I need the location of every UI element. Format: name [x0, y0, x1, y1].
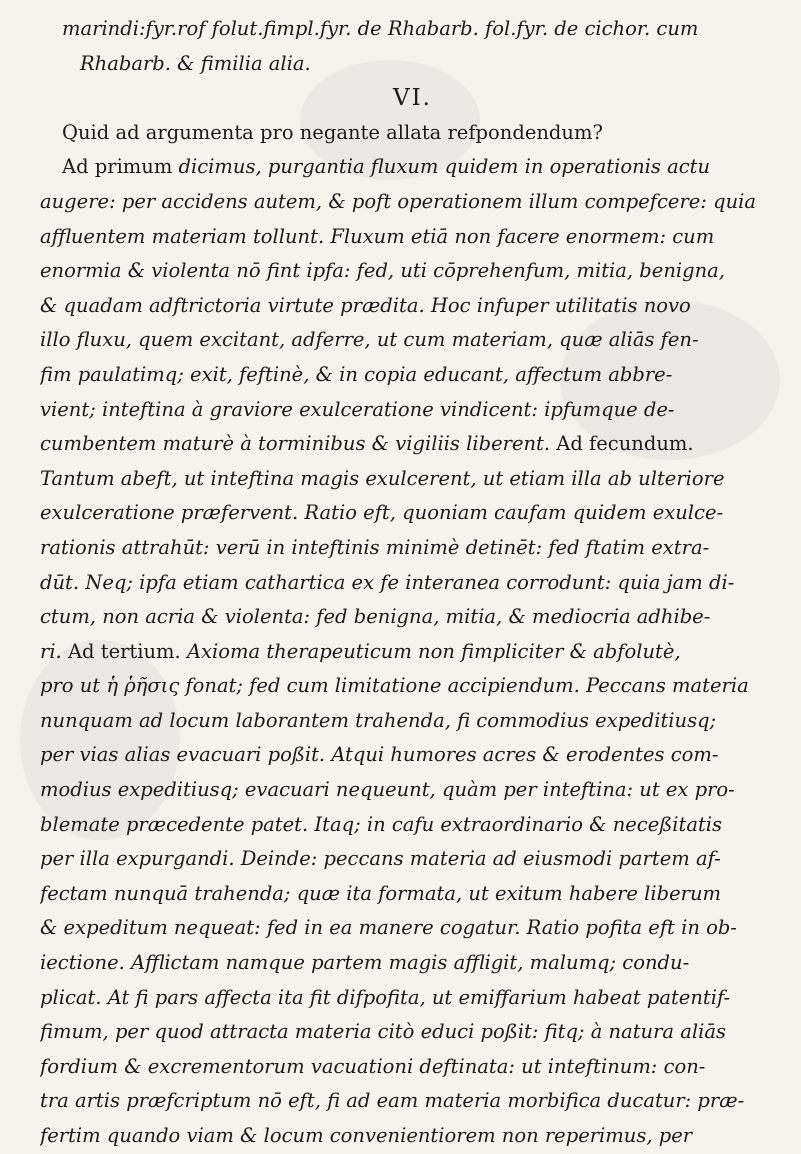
- italic-text: per vias alias evacuari poßit. Atqui humores acres & erodentes com-: [40, 743, 719, 767]
- text-line: [40, 462, 785, 497]
- italic-text: dūt. Neq; ipfa etiam cathartica ex fe interanea corrodunt: quia jam di-: [40, 570, 735, 594]
- text-line: [40, 911, 785, 946]
- text-line: [40, 254, 785, 289]
- italic-text: augere: per accidens autem, & poft operationem illum compefcere: quia: [40, 189, 757, 213]
- text-line: [40, 704, 785, 739]
- italic-text: enormia & violenta nō fint ipfa: fed, uti cōprehenfum, mitia, benigna,: [40, 259, 725, 283]
- text-line: [40, 531, 785, 566]
- italic-text: Tantum abeft, ut inteftina magis exulcerent, ut etiam illa ab ulteriore: [40, 466, 725, 490]
- italic-text: affluentem materiam tollunt. Fluxum etiā non facere enormem: cum: [40, 224, 715, 248]
- section-heading: VI.: [392, 85, 432, 112]
- body-text: [40, 12, 785, 1154]
- italic-text: fectam nunquā trahenda; quæ ita formata, ut exitum habere liberum: [40, 881, 721, 905]
- text-line: [40, 1084, 785, 1119]
- italic-text: plicat. At fi pars affecta ita fit difpofita, ut emiffarium habeat patentif-: [40, 985, 731, 1009]
- roman-text: Ad primum: [62, 155, 179, 179]
- italic-text: cumbentem maturè à torminibus & vigiliis liberent.: [40, 432, 557, 456]
- italic-text: tra artis præfcriptum nō eft, fi ad eam materia morbifica ducatur: præ-: [40, 1089, 745, 1113]
- text-line: [40, 427, 785, 462]
- italic-text: fimum, per quod attracta materia citò educi poßit: fitq; à natura aliās: [40, 1020, 726, 1044]
- text-line: [40, 496, 785, 531]
- italic-text: Axioma therapeuticum non fimpliciter & abfolutè,: [186, 639, 681, 663]
- italic-text: & expeditum nequeat: fed in ea manere cogatur. Ratio pofita eft in ob-: [40, 916, 737, 940]
- italic-text: blemate præcedente patet. Itaq; in cafu extraordinario & neceßitatis: [40, 812, 723, 836]
- text-line: [40, 981, 785, 1016]
- italic-text: marindi:fyr.rof folut.fimpl.fyr. de Rhabarb. fol.fyr. de cichor. cum: [62, 17, 699, 40]
- text-line: [40, 635, 785, 670]
- text-line: [40, 1119, 785, 1154]
- roman-text: Quid ad argumenta pro negante allata refpondendum?: [62, 120, 603, 144]
- italic-text: ctum, non acria & violenta: fed benigna, mitia, & mediocria adhibe-: [40, 605, 711, 629]
- text-line: [40, 220, 785, 255]
- italic-text: per illa expurgandi. Deinde: peccans materia ad eiusmodi partem af-: [40, 847, 721, 871]
- text-line: [40, 669, 785, 704]
- text-line: [40, 185, 785, 220]
- text-line: [40, 600, 785, 635]
- text-line: [40, 738, 785, 773]
- roman-text: Ad fecundum.: [556, 432, 694, 456]
- italic-text: Rhabarb. & fimilia alia.: [80, 51, 311, 75]
- italic-text: fim paulatimq; exit, feftinè, & in copia educant, affectum abbre-: [40, 362, 673, 386]
- text-line: [40, 1050, 785, 1085]
- text-line: [40, 566, 785, 601]
- text-line: [40, 358, 785, 393]
- italic-text: dicimus, purgantia fluxum quidem in operationis actu: [178, 155, 711, 179]
- text-line: [40, 842, 785, 877]
- text-line: [40, 12, 785, 47]
- text-line: [40, 1015, 785, 1050]
- text-line: [40, 323, 785, 358]
- italic-text: modius expeditiusq; evacuari nequeunt, quàm per inteftina: ut ex pro-: [40, 778, 735, 802]
- text-line: [40, 946, 785, 981]
- italic-text: & quadam adftrictoria virtute prædita. Hoc infuper utilitatis novo: [40, 293, 691, 317]
- italic-text: exulceratione præfervent. Ratio eft, quoniam caufam quidem exulce-: [40, 501, 724, 525]
- italic-text: illo fluxu, quem excitant, adferre, ut cum materiam, quæ aliās fen-: [40, 328, 699, 352]
- text-line: [40, 116, 785, 151]
- text-line: [40, 393, 785, 428]
- text-line: [40, 773, 785, 808]
- roman-text: Ad tertium.: [67, 639, 187, 663]
- italic-text: rationis attrahūt: verū in inteftinis minimè detinēt: fed ftatim extra-: [40, 535, 710, 559]
- italic-text: vient; inteftina à graviore exulceratione vindicent: ipfumque de-: [40, 397, 675, 421]
- italic-text: nunquam ad locum laborantem trahenda, fi commodius expeditiusq;: [40, 708, 717, 732]
- italic-text: fordium & excrementorum vacuationi deftinata: ut inteftinum: con-: [40, 1054, 706, 1078]
- italic-text: ri.: [40, 639, 68, 663]
- text-line: [40, 289, 785, 324]
- text-line: [40, 877, 785, 912]
- text-line: [40, 150, 785, 185]
- text-line: [40, 47, 785, 82]
- italic-text: iectione. Afflictam namque partem magis affligit, malumq; condu-: [40, 951, 690, 975]
- italic-text: fertim quando viam & locum convenientiorem non reperimus, per: [40, 1124, 693, 1147]
- italic-text: pro ut ἡ ῥῆσις fonat; fed cum limitatione accipiendum. Peccans materia: [40, 674, 749, 698]
- text-line: [40, 808, 785, 843]
